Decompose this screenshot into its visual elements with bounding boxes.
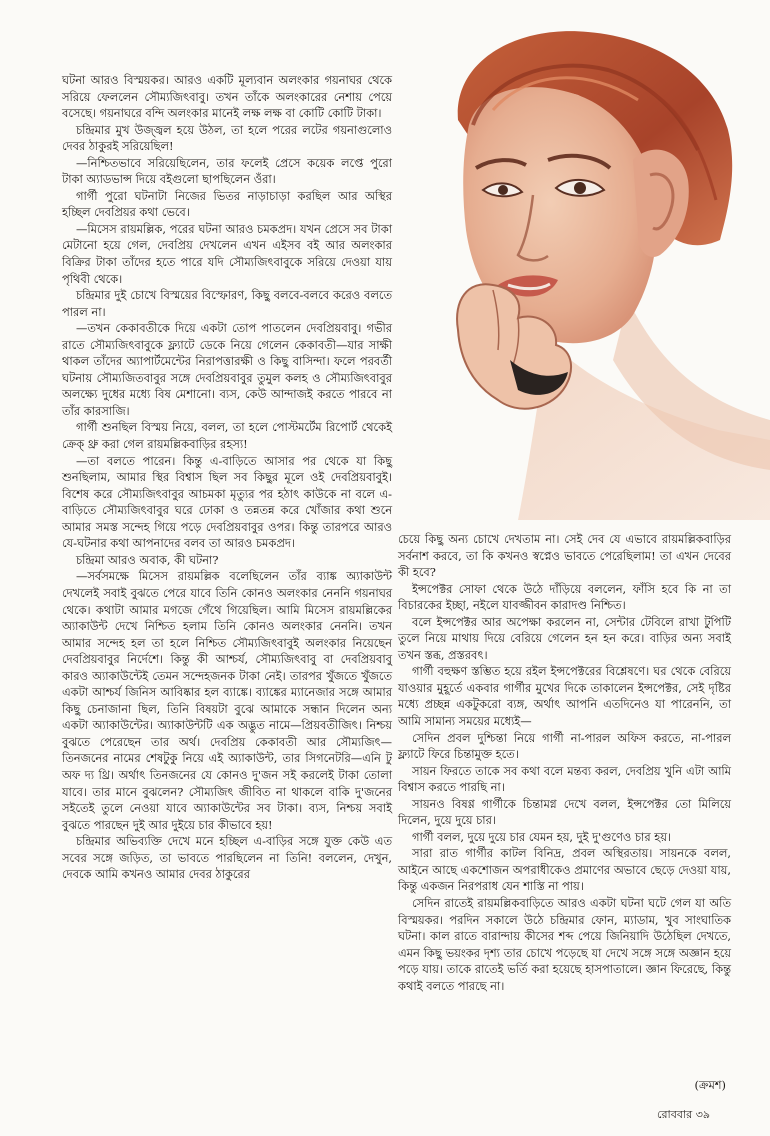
paragraph: চেয়ে কিছু অন্য চোখে দেখতাম না। সেই দেব যে এভাবে রায়মল্লিকবাড়ির সর্বনাশ করবে, তা কি কখনও স্বপ্নেও ভাবতে পেরেছিলাম! তা এখন দেবের কী হবে? (398, 532, 731, 580)
right-column-text (398, 531, 731, 994)
paragraph: সায়ন ফিরতে তাকে সব কথা বলে মন্তব্য করল, দেবপ্রিয় খুনি এটা আমি বিশ্বাস করতে পারছি না। (398, 763, 731, 795)
paragraph: ঘটনা আরও বিস্ময়কর। আরও একটি মূল্যবান অলংকার গয়নাঘর থেকে সরিয়ে ফেললেন সৌম্যজিৎবাবু। তখন তাঁকে অলংকারের নেশায় পেয়ে বসেছে। গয়নাঘরে বন্দি অলংকার মানেই লক্ষ লক্ষ বা কোটি কোটি টাকা। (62, 73, 392, 121)
to-be-continued-label: (ক্রমশ) (694, 1078, 726, 1092)
paragraph: সেদিন প্রবল দুশ্চিন্তা নিয়ে গার্গী না-পারল অফিস করতে, না-পারল ফ্ল্যাটে ফিরে চিন্তামুক্ত হতে। (398, 730, 731, 762)
paragraph: চন্দ্রিমার মুখ উজ্জ্বল হয়ে উঠল, তা হলে পরের লটের গয়নাগুলোও দেবর ঠাকুরই সরিয়েছিল! (62, 122, 392, 154)
paragraph: গার্গী পুরো ঘটনাটা নিজের ভিতর নাড়াচাড়া করছিল আর অস্থির হচ্ছিল দেবপ্রিয়র কথা ভেবে। (62, 188, 392, 220)
paragraph: চন্দ্রিমা আরও অবাক, কী ঘটনা? (76, 552, 219, 567)
paragraph: —তা বলতে পারেন। কিন্তু এ-বাড়িতে আসার পর থেকে যা কিছু শুনছিলাম, আমার স্থির বিশ্বাস ছিল সব কিছুর মূলে ওই দেবপ্রিয়বাবুই। বিশেষ করে সৌম্যজিৎবাবুর আচমকা মৃত্যুর পর হঠাৎ কাউকে না বলে এ-বাড়িতে সৌম্যজিৎবাবুর ঘরে ঢোকা ও তন্নতন্ন করে খোঁজার কথা শুনে আমার সমস্ত সন্দেহ গিয়ে পড়ে দেবপ্রিয়বাবুর ওপর। কিন্তু তারপরে আরও যে-ঘটনার কথা আপনাদের বলব তা আরও চমকপ্রদ। (62, 453, 392, 551)
paragraph: চন্দ্রিমার দুই চোখে বিস্ময়ের বিস্ফোরণ, কিছু বলবে-বলবে করেও বলতে পারল না। (62, 288, 392, 319)
paragraph: গার্গী শুনছিল বিস্ময় নিয়ে, বলল, তা হলে পোস্টমর্টেম রিপোর্ট থেকেই ক্রেক্ থ্রু করা গেল রায়মল্লিকবাড়ির রহস্য! (62, 420, 392, 452)
paragraph: গার্গী বলল, দুয়ে দুয়ে চার যেমন হয়, দুই দু'গুণেও চার হয়। (412, 829, 671, 844)
left-column-text (62, 72, 392, 883)
paragraph: গার্গী বহুক্ষণ স্তম্ভিত হয়ে রইল ইন্সপেক্টরের বিশ্লেষণে। ঘর থেকে বেরিয়ে যাওয়ার মুহূর্তে একবার গার্গীর মুখের দিকে তাকালেন ইন্সপেক্টর, সেই দৃষ্টির মধ্যে প্রচ্ছন্ন একটুকরো ব্যঙ্গ, অর্থাৎ আপনি এতদিনেও যা পারেননি, তা আমি সামান্য সময়ের মধ্যেই— (398, 664, 731, 729)
paragraph: —সর্বসমক্ষে মিসেস রায়মল্লিক বলেছিলেন তাঁর ব্যাঙ্ক অ্যাকাউন্ট দেখলেই সবাই বুঝতে পেরে যাবে তিনি কোনও অলংকার নেননি গয়নাঘর থেকে। কথাটা আমার মগজে গেঁথে গিয়েছিল। আমি মিসেস রায়মল্লিকের অ্যাকাউন্ট দেখে নিশ্চিত হলাম তিনি কোনও অলংকার নেননি। তখন আমার সন্দেহ হল তা হলে নিশ্চিত সৌম্যজিৎবাবুই অলংকার নিয়েছেন দেবপ্রিয়বাবুর নির্দেশে। কিন্তু কী আশ্চর্য, সৌম্যজিৎবাবু বা দেবপ্রিয়বাবু কারও অ্যাকাউন্টেই তেমন সন্দেহজনক টাকা নেই। তারপর খুঁজতে খুঁজতে একটা আশ্চর্য জিনিস আবিষ্কার হল ব্যাঙ্কে। ব্যাঙ্কের ম্যানেজার সঙ্গে আমার কিছু চেনাজানা ছিল, তিনি বিষয়টা বুঝে আমাকে সন্ধান দিলেন অন্য একটা অ্যাকাউন্টের। অ্যাকাউন্টটি এক অদ্ভুত নামে—প্রিয়বতীজিৎ। নিশ্চয় বুঝতে পেরেছেন তার অর্থ। দেবপ্রিয় কেকাবতী আর সৌম্যজিৎ—তিনজনের নামের শেষটুকু নিয়ে এই অ্যাকাউন্ট, তার সিগনেটরি—এনি টু অফ দ্য থ্রি। অর্থাৎ তিনজনের যে কোনও দু'জন সই করলেই টাকা তোলা যাবে। তার মানে বুঝলেন? সৌম্যজিৎ জীবিত না থাকলে বাকি দু'জনের সইতেই তুলে নেওয়া যাবে অ্যাকাউন্টের সব টাকা। ব্যস, নিশ্চয় সবাই বুঝতে পারছেন দুই আর দুইয়ে চার কীভাবে হয়! (62, 569, 392, 832)
paragraph: বলে ইন্সপেক্টর আর অপেক্ষা করলেন না, সেন্টার টেবিলে রাখা টুপিটি তুলে নিয়ে মাথায় দিয়ে বেরিয়ে গেলেন হন হন করে। বাড়ির অন্য সবাই তখন স্তব্ধ, প্রস্তরবৎ। (398, 614, 731, 662)
page-footer: রোববার ৩৯ (657, 1108, 710, 1121)
paragraph: চন্দ্রিমার অভিব্যক্তি দেখে মনে হচ্ছিল এ-বাড়ির সঙ্গে যুক্ত কেউ এত সবের সঙ্গে জড়িত, তা ভাবতে পারছিলেন না তিনি! বললেন, দেখুন, দেবকে আমি কখনও আমার দেবর ঠাকুরের (62, 834, 392, 882)
paragraph: সায়নও বিষণ্ণ গার্গীকে চিন্তামগ্ন দেখে বলল, ইন্সপেক্টর তো মিলিয়ে দিলেন, দুয়ে দুয়ে চার। (398, 796, 731, 828)
paragraph: —নিশ্চিতভাবে সরিয়েছিলেন, তার ফলেই প্রেসে কয়েক লপ্তে পুরো টাকা অ্যাডভান্স দিয়ে বইগুলো ছাপছিলেন ওঁরা। (62, 155, 392, 187)
illustration-woman-portrait (398, 0, 770, 520)
paragraph: —মিসেস রায়মল্লিক, পরের ঘটনা আরও চমকপ্রদ। যখন প্রেসে সব টাকা মেটানো হয়ে গেল, দেবপ্রিয় দেখলেন এখন এইসব বই আর অলংকার বিক্রির টাকা তাঁদের হতে পারে যদি সৌম্যজিৎবাবুকে সরিয়ে দেওয়া যায় পৃথিবী থেকে। (62, 221, 392, 286)
paragraph: সারা রাত গার্গীর কাটল বিনিদ্র, প্রবল অস্থিরতায়। সায়নকে বলল, আইনে আছে একশোজন অপরাধীকেও প্রমাণের অভাবে ছেড়ে দেওয়া যায়, কিন্তু একজন নিরপরাধ যেন শাস্তি না পায়। (398, 846, 731, 894)
paragraph: সেদিন রাতেই রায়মল্লিকবাড়িতে আরও একটা ঘটনা ঘটে গেল যা অতি বিস্ময়কর। পরদিন সকালে উঠে চন্দ্রিমার ফোন, ম্যাডাম, খুব সাংঘাতিক ঘটনা। কাল রাতে বারান্দায় কীসের শব্দ পেয়ে জিনিয়াদি উঠেছিল দেখতে, এমন কিছু ভয়ংকর দৃশ্য তার চোখে পড়েছে যা দেখে সঙ্গে সঙ্গে অজ্ঞান হয়ে পড়ে যায়। তাকে রাতেই ভর্তি করা হয়েছে হাসপাতালে। জ্ঞান ফিরেছে, কিন্তু কথাই বলতে পারছে না। (398, 896, 731, 993)
paragraph: —তখন কেকাবতীকে দিয়ে একটা তোপ পাতলেন দেবপ্রিয়বাবু। গভীর রাতে সৌম্যজিৎবাবুকে ফ্ল্যাটে ডেকে নিয়ে গেলেন কেকাবতী—যার সাক্ষী থাকল তাঁদের অ্যাপার্টমেন্টের নিরাপত্তারক্ষী ও কিছু বাসিন্দা। ফলে পরবর্তী ঘটনায় সৌম্যজিতবাবুর সঙ্গে দেবপ্রিয়বাবুর তুমুল কলহ ও সৌম্যজিৎবাবুর অলক্ষ্যে দুধের মধ্যে বিষ মেশানো। ব্যস, কেউ আন্দাজই করতে পারবে না তাঁর কারসাজি। (62, 321, 392, 418)
paragraph: ইন্সপেক্টর সোফা থেকে উঠে দাঁড়িয়ে বললেন, ফাঁসি হবে কি না তা বিচারকের ইচ্ছা, নইলে যাবজ্জীবন কারাদণ্ড নিশ্চিত। (398, 581, 731, 613)
